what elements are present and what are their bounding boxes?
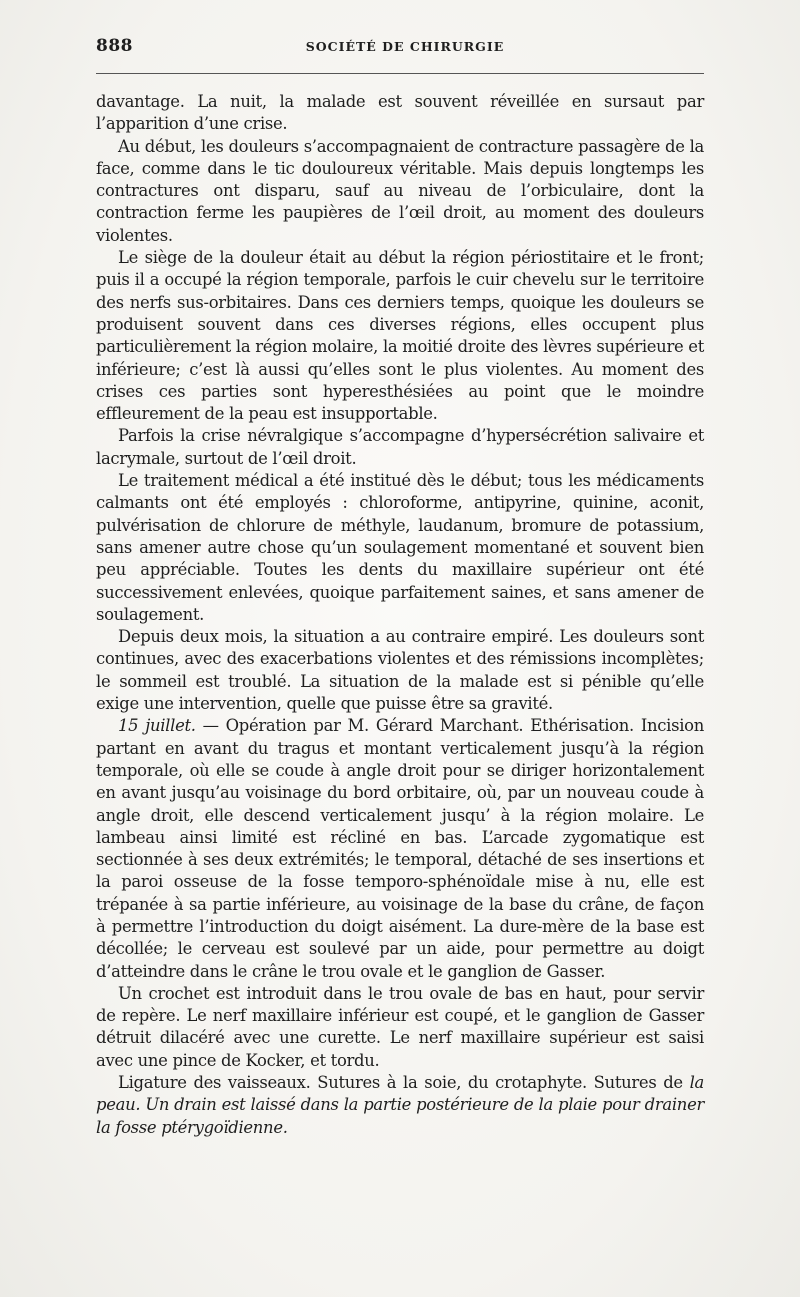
running-head: SOCIÉTÉ DE CHIRURGIE xyxy=(305,39,505,54)
paragraph: Au début, les douleurs s’accompagnaient de contracture passagère de la face, comme dans le tic douloureux véritable. Mais depuis longtemps les contractures ont disparu, sauf au niveau de l’orbiculaire, dont la contraction ferme les paupières de l’œil droit, au moment des douleurs violentes. xyxy=(96,136,704,245)
operation-date: 15 juillet. xyxy=(118,716,196,736)
paragraph: Parfois la crise névralgique s’accompagne d’hypersécrétion salivaire et lacrymale, surtout de l’œil droit. xyxy=(96,426,704,468)
paragraph-final xyxy=(96,1072,704,1139)
final-italic-text: la peau. Un drain est laissé dans la partie postérieure de la plaie pour drainer la fosse ptérygoïdienne. xyxy=(96,1073,704,1137)
body-text xyxy=(96,91,704,1139)
page-number: 888 xyxy=(96,36,133,56)
paragraph: davantage. La nuit, la malade est souvent réveillée en sursaut par l’apparition d’une crise. xyxy=(96,92,704,134)
paragraph: Le siège de la douleur était au début la région périostitaire et le front; puis il a occupé la région temporale, parfois le cuir chevelu sur le territoire des nerfs sus-orbitaires. Dans ces derniers temps, quoique les douleurs se produisent souvent dans ces diverses régions, elles occupent plus particulièrement la région molaire, la moitié droite des lèvres supérieure et inférieure; c’est là aussi qu’elles sont le plus violentes. Au moment des crises ces parties sont hyperesthésiées au point que le moindre effleurement de la peau est insupportable. xyxy=(96,248,704,424)
paragraph: Le traitement médical a été institué dès le début; tous les médicaments calmants ont été employés : chloroforme, antipyrine, quinine, aconit, pulvérisation de chlorure de méthyle, laudanum, bromure de potassium, sans amener autre chose qu’un soulagement momentané et souvent bien peu appréciable. Toutes les dents du maxillaire supérieur ont été successivement enlevées, quoique parfaitement saines, et sans amener de soulagement. xyxy=(96,471,704,624)
operation-text: — Opération par M. Gérard Marchant. Ethérisation. Incision partant en avant du tragus et montant verticalement jusqu’à la région temporale, où elle se coude à angle droit pour se diriger horizontalement en avant jusqu’au voisinage du bord orbitaire, où, par un nouveau coude à angle droit, elle descend verticalement jusqu’ à la région molaire. Le lambeau ainsi limité est récliné en bas. L’arcade zygomatique est sectionnée à ses deux extrémités; le temporal, détaché de ses insertions et la paroi osseuse de la fosse temporo-sphénoïdale mise à nu, elle est trépanée à sa partie inférieure, au voisinage de la base du crâne, de façon à permettre l’introduction du doigt aisément. La dure-mère de la base est décollée; le cerveau est soulevé par un aide, pour permettre au doigt d’atteindre dans le crâne le trou ovale et le ganglion de Gasser. xyxy=(96,716,704,981)
paragraph: Un crochet est introduit dans le trou ovale de bas en haut, pour servir de repère. Le nerf maxillaire inférieur est coupé, et le ganglion de Gasser détruit dilacéré avec une curette. Le nerf maxillaire supérieur est saisi avec une pince de Kocker, et tordu. xyxy=(96,983,704,1070)
page-header xyxy=(96,36,704,64)
paragraph: Depuis deux mois, la situation a au contraire empiré. Les douleurs sont continues, avec des exacerbations violentes et des rémissions incomplètes; le sommeil est troublé. La situation de la malade est si pénible qu’elle exige une intervention, quelle que puisse être sa gravité. xyxy=(96,627,704,714)
paragraph-operation xyxy=(96,715,704,983)
header-rule xyxy=(96,73,704,74)
final-text: Ligature des vaisseaux. Sutures à la soie, du crotaphyte. Sutures de xyxy=(118,1073,690,1093)
